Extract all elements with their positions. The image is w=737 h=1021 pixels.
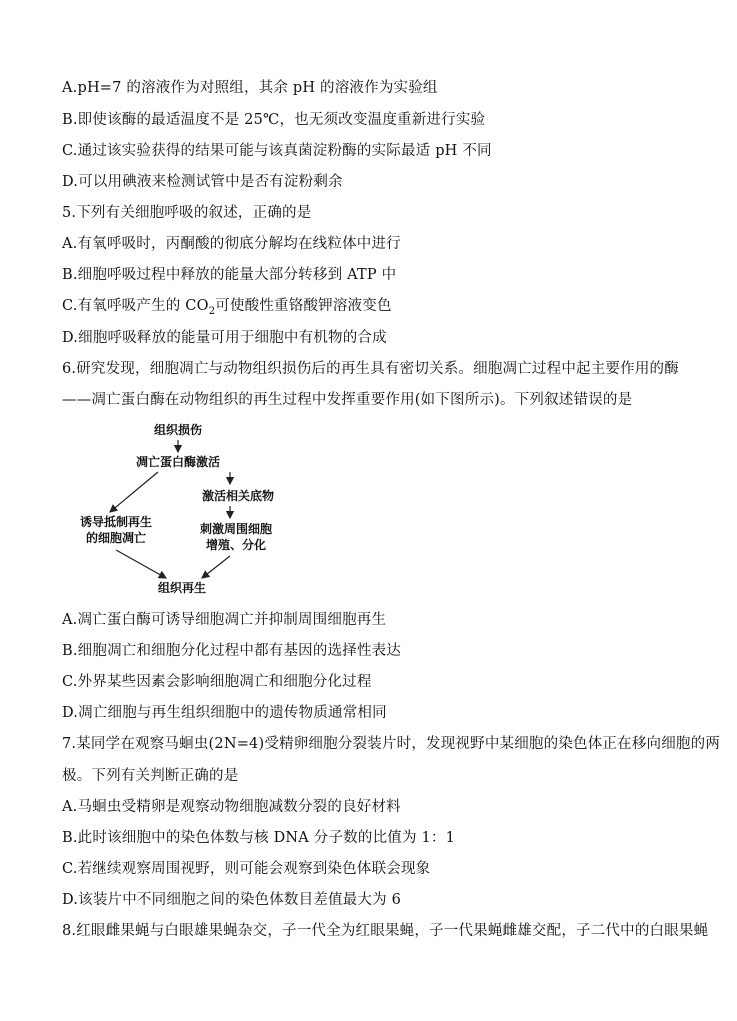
q7-option-b: B.此时该细胞中的染色体数与核 DNA 分子数的比值为 1：1 [62, 830, 456, 846]
q5-stem: 5.下列有关细胞呼吸的叙述，正确的是 [62, 205, 312, 221]
node-tissue-injury: 组织损伤 [153, 423, 203, 437]
q7-option-d: D.该装片中不同细胞之间的染色体数目差值最大为 6 [62, 892, 402, 908]
q5-option-c [62, 297, 392, 315]
arrow-6 [202, 556, 230, 578]
node-apoptosis-line1: 诱导抵制再生 [79, 515, 153, 529]
q5-option-b: B.细胞呼吸过程中释放的能量大部分转移到 ATP 中 [62, 267, 397, 283]
q8-stem-line1: 8.红眼雌果蝇与白眼雄果蝇杂交，子一代全为红眼果蝇，子一代果蝇雌雄交配，子二代中的白眼果蝇 [62, 923, 709, 939]
q6-stem-line2: ——凋亡蛋白酶在动物组织的再生过程中发挥重要作用(如下图所示)。下列叙述错误的是 [62, 392, 633, 408]
q7-option-c: C.若继续观察周围视野，则可能会观察到染色体联会现象 [62, 861, 431, 877]
node-regeneration: 组织再生 [157, 581, 207, 595]
node-stimulate-line1: 刺激周围细胞 [199, 522, 273, 536]
apoptosis-diagram [70, 418, 300, 598]
q4-option-d: D.可以用碘液来检测试管中是否有淀粉剩余 [62, 174, 343, 190]
node-caspase-activation: 凋亡蛋白酶激活 [135, 455, 221, 469]
q4-option-c: C.通过该实验获得的结果可能与该真菌淀粉酶的实际最适 pH 不同 [62, 143, 492, 159]
q7-stem-line1: 7.某同学在观察马蛔虫(2N=4)受精卵细胞分裂装片时，发现视野中某细胞的染色体正在移向细胞的两 [62, 736, 721, 752]
node-activate-substrate: 激活相关底物 [201, 489, 275, 503]
q7-stem-line2: 极。下列有关判断正确的是 [62, 768, 239, 784]
q5-option-c-pre: C.有氧呼吸产生的 CO [62, 298, 209, 314]
q6-option-c: C.外界某些因素会影响细胞凋亡和细胞分化过程 [62, 674, 372, 690]
arrow-5 [116, 550, 166, 578]
q5-option-d: D.细胞呼吸释放的能量可用于细胞中有机物的合成 [62, 330, 387, 346]
q5-option-c-sub: 2 [208, 305, 216, 317]
q7-option-a: A.马蛔虫受精卵是观察动物细胞减数分裂的良好材料 [62, 799, 401, 815]
q4-option-b: B.即使该酶的最适温度不是 25℃，也无须改变温度重新进行实验 [62, 112, 486, 128]
q6-stem-line1: 6.研究发现，细胞凋亡与动物组织损伤后的再生具有密切关系。细胞凋亡过程中起主要作用的酶 [62, 361, 679, 377]
q4-option-a: A.pH=7 的溶液作为对照组，其余 pH 的溶液作为实验组 [62, 80, 438, 96]
q6-option-b: B.细胞凋亡和细胞分化过程中都有基因的选择性表达 [62, 643, 402, 659]
node-apoptosis-line2: 的细胞凋亡 [85, 531, 147, 545]
q6-option-d: D.凋亡细胞与再生组织细胞中的遗传物质通常相同 [62, 705, 387, 721]
arrow-2 [110, 472, 158, 512]
q5-option-a: A.有氧呼吸时，丙酮酸的彻底分解均在线粒体中进行 [62, 236, 401, 252]
node-stimulate-line2: 增殖、分化 [205, 538, 267, 552]
q6-option-a: A.凋亡蛋白酶可诱导细胞凋亡并抑制周围细胞再生 [62, 612, 387, 628]
q5-option-c-post: 可使酸性重铬酸钾溶液变色 [215, 298, 392, 314]
